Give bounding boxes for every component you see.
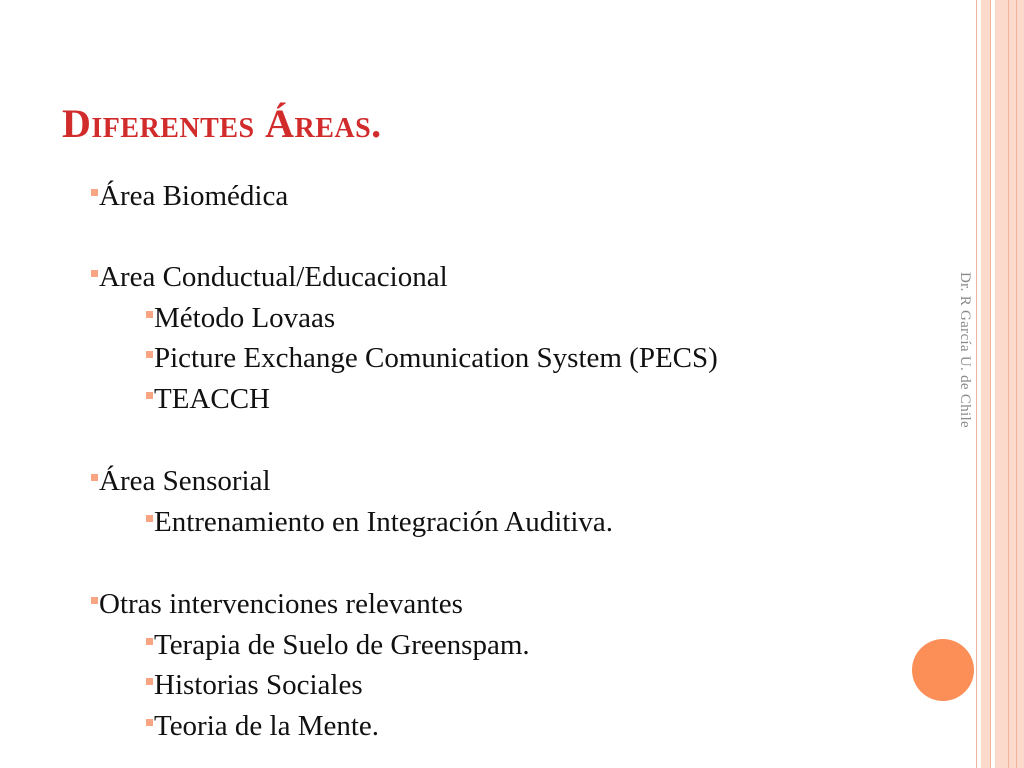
slide-title: Diferentes Áreas. <box>62 101 382 146</box>
square-bullet-icon <box>146 351 153 358</box>
list-item-text: TEACCH <box>154 383 270 415</box>
list-item-level2 <box>146 671 363 700</box>
decorative-stripe <box>995 0 1024 768</box>
decorative-stripe <box>976 0 977 768</box>
list-item-text: Área Biomédica <box>99 180 289 212</box>
square-bullet-icon <box>146 719 153 726</box>
list-item-level1 <box>91 590 463 619</box>
decorative-stripe <box>1016 0 1017 768</box>
list-item-level1 <box>91 182 288 211</box>
square-bullet-icon <box>91 270 98 277</box>
list-item-text: Teoria de la Mente. <box>154 710 380 742</box>
list-item-text: Area Conductual/Educacional <box>99 261 448 293</box>
square-bullet-icon <box>146 311 153 318</box>
list-item-text: Historias Sociales <box>154 669 363 701</box>
square-bullet-icon <box>91 474 98 481</box>
list-item-text: Otras intervenciones relevantes <box>99 588 463 620</box>
square-bullet-icon <box>91 597 98 604</box>
list-item-text: Método Lovaas <box>154 302 336 334</box>
list-item-text: Picture Exchange Comunication System (PECS) <box>154 342 718 374</box>
list-item-level1 <box>91 263 448 292</box>
square-bullet-icon <box>146 392 153 399</box>
list-item-level2 <box>146 712 379 741</box>
list-item-level1 <box>91 467 271 496</box>
square-bullet-icon <box>146 638 153 645</box>
list-item-text: Área Sensorial <box>99 465 271 497</box>
list-item-level2 <box>146 631 530 660</box>
list-item-text: Terapia de Suelo de Greenspam. <box>154 629 530 661</box>
footer-vertical-text: Dr. R García U. de Chile <box>957 272 973 428</box>
decorative-stripe <box>981 0 990 768</box>
decorative-stripe <box>990 0 991 768</box>
decorative-stripe <box>1008 0 1009 768</box>
square-bullet-icon <box>91 189 98 196</box>
list-item-level2 <box>146 508 613 537</box>
square-bullet-icon <box>146 678 153 685</box>
list-item-level2 <box>146 385 270 414</box>
list-item-text: Entrenamiento en Integración Auditiva. <box>154 506 614 538</box>
decorative-circle <box>912 639 974 701</box>
square-bullet-icon <box>146 515 153 522</box>
list-item-level2 <box>146 304 335 333</box>
list-item-level2 <box>146 344 718 373</box>
